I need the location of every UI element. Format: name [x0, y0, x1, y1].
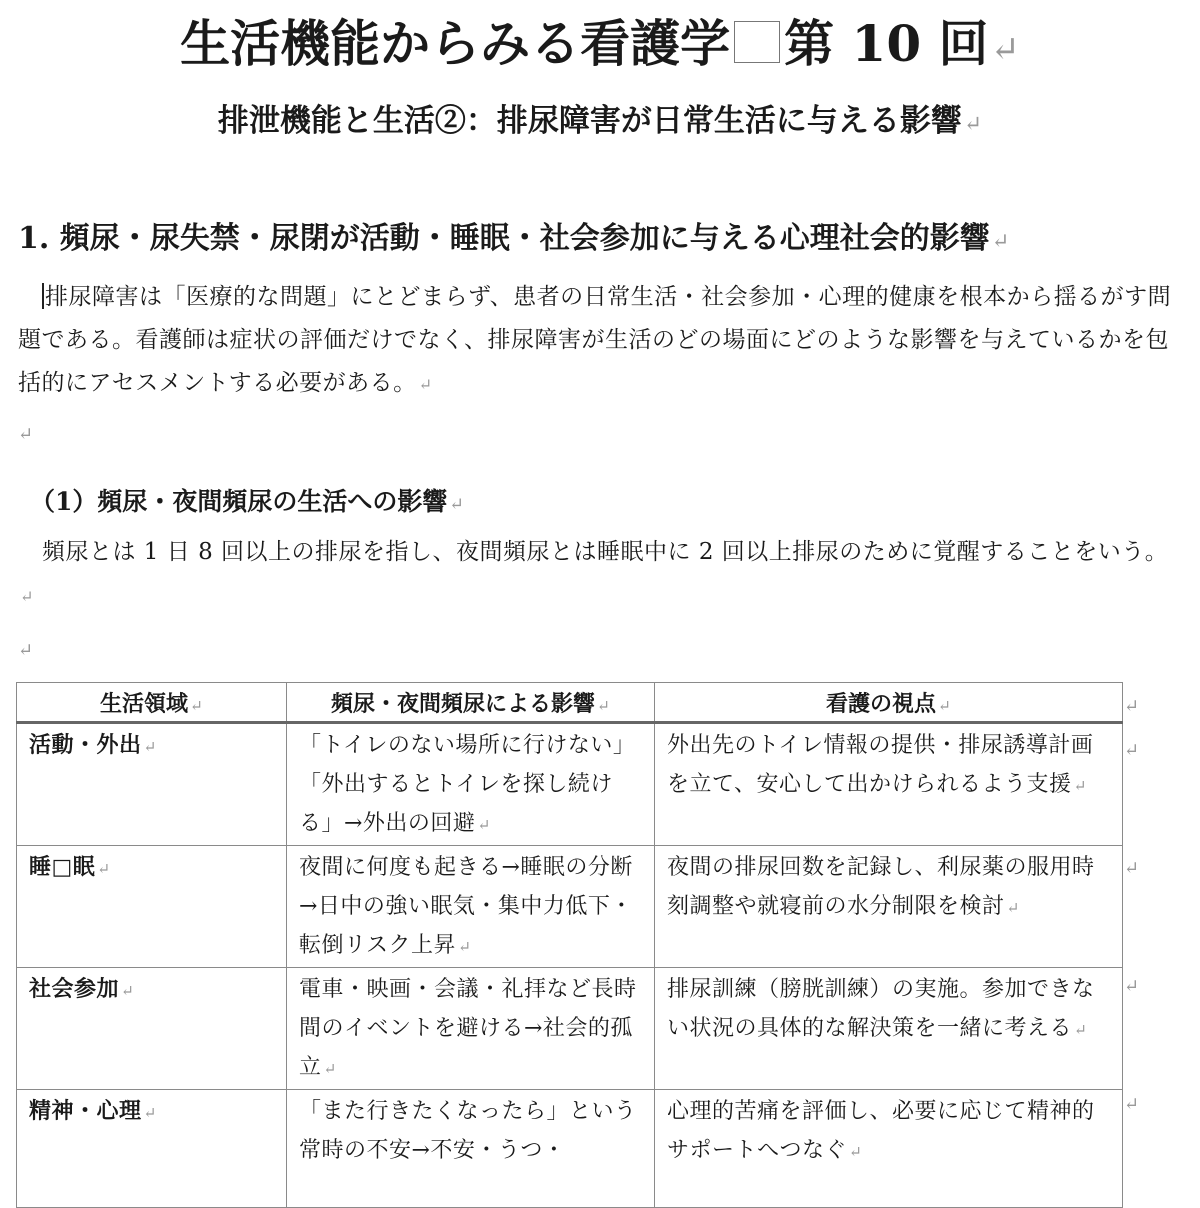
section-heading [18, 214, 1009, 266]
section-paragraph-text: 排尿障害は「医療的な問題」にとどまらず、患者の日常生活・社会参加・心理的健康を根本から揺るがす問題である。看護師は症状の評価だけでなく、排尿障害が生活のどの場面にどのような影響を与えているかを包括的にアセスメントする必要がある。 [18, 284, 1172, 396]
text-cursor [42, 283, 44, 309]
subsection-heading [30, 480, 464, 527]
table-cell-impact[interactable]: 夜間に何度も起きる→睡眠の分断→日中の強い眠気・集中力低下・転倒リスク上昇 ↵ [287, 846, 655, 968]
row-end-mark-icon: ↵ [1124, 740, 1140, 761]
empty-paragraph-mark-icon: ↵ [18, 424, 34, 445]
row-end-mark-icon: ↵ [1124, 858, 1140, 879]
document-title [0, 10, 1200, 84]
table-cell-area[interactable]: 睡□眠 ↵ [17, 846, 287, 968]
paragraph-mark-icon: ↵ [20, 587, 34, 606]
table-header-cell[interactable]: 看護の視点 ↵ [655, 683, 1123, 723]
table-cell-nursing[interactable]: 心理的苦痛を評価し、必要に応じて精神的サポートへつなぐ ↵ [655, 1090, 1123, 1208]
table-cell-area[interactable]: 精神・心理 ↵ [17, 1090, 287, 1208]
table-row [17, 968, 1123, 1090]
paragraph-mark-icon: ↵ [991, 229, 1010, 253]
row-end-mark-icon: ↵ [1124, 696, 1140, 717]
table-header-cell[interactable]: 頻尿・夜間頻尿による影響 ↵ [287, 683, 655, 723]
table-header-cell[interactable]: 生活領域 ↵ [17, 683, 287, 723]
document-subtitle [0, 96, 1200, 150]
subsection-paragraph-text: 頻尿とは 1 日 8 回以上の排尿を指し、夜間頻尿とは睡眠中に 2 回以上排尿のために覚醒することをいう。 [42, 539, 1169, 565]
paragraph-mark-icon: ↵ [418, 375, 433, 394]
section-heading-text: 1. 頻尿・尿失禁・尿閉が活動・睡眠・社会参加に与える心理社会的影響 [18, 221, 990, 256]
row-end-mark-icon: ↵ [1124, 1094, 1140, 1115]
row-end-mark-icon: ↵ [1124, 976, 1140, 997]
table-row [17, 1090, 1123, 1208]
subsection-heading-text: （1）頻尿・夜間頻尿の生活への影響 [30, 487, 448, 516]
title-main: 生活機能からみる看護学 [180, 14, 731, 73]
table-cell-impact[interactable]: 「また行きたくなったら」という常時の不安→不安・うつ・ [287, 1090, 655, 1208]
table-cell-impact[interactable]: 電車・映画・会議・礼拝など長時間のイベントを避ける→社会的孤立 ↵ [287, 968, 655, 1090]
impact-table[interactable] [16, 682, 1123, 1208]
table-header-row [17, 683, 1123, 723]
title-placeholder-box [734, 21, 780, 63]
title-session: 第 10 回 [784, 14, 989, 73]
paragraph-mark-icon: ↵ [449, 495, 465, 515]
subsection-paragraph[interactable] [18, 531, 1182, 618]
section-paragraph[interactable] [18, 276, 1182, 406]
empty-paragraph-mark-icon: ↵ [18, 640, 34, 661]
table-row [17, 723, 1123, 846]
paragraph-mark-icon: ↵ [963, 112, 983, 137]
table-row [17, 846, 1123, 968]
table-cell-nursing[interactable]: 夜間の排尿回数を記録し、利尿薬の服用時刻調整や就寝前の水分制限を検討 ↵ [655, 846, 1123, 968]
paragraph-mark-icon: ↵ [990, 30, 1020, 70]
table-cell-nursing[interactable]: 外出先のトイレ情報の提供・排尿誘導計画を立て、安心して出かけられるよう支援 ↵ [655, 723, 1123, 846]
table-cell-impact[interactable]: 「トイレのない場所に行けない」「外出するとトイレを探し続ける」→外出の回避 ↵ [287, 723, 655, 846]
table-cell-area[interactable]: 活動・外出 ↵ [17, 723, 287, 846]
table-cell-nursing[interactable]: 排尿訓練（膀胱訓練）の実施。参加できない状況の具体的な解決策を一緒に考える ↵ [655, 968, 1123, 1090]
table-cell-area[interactable]: 社会参加 ↵ [17, 968, 287, 1090]
subtitle-text: 排泄機能と生活②：排尿障害が日常生活に与える影響 [217, 103, 962, 139]
